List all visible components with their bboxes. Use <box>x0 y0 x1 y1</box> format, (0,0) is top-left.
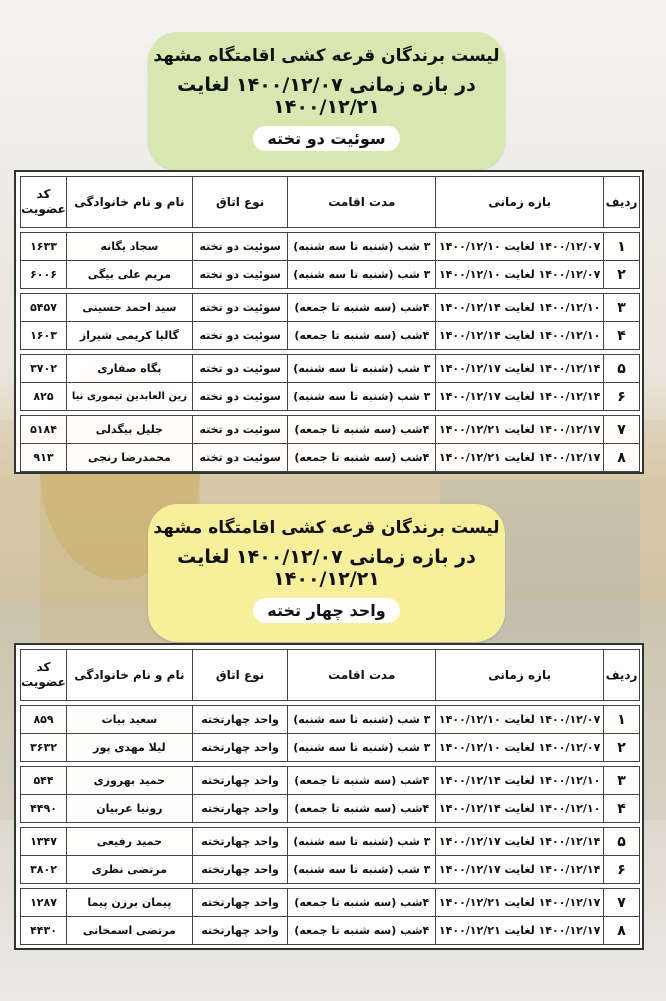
cell-range: ۱۴۰۰/۱۲/۱۰ لغایت ۱۴۰۰/۱۲/۱۴ <box>436 767 604 795</box>
cell-index: ۱ <box>604 706 640 734</box>
cell-range: ۱۴۰۰/۱۲/۱۴ لغایت ۱۴۰۰/۱۲/۱۷ <box>436 828 604 856</box>
cell-index: ۳ <box>604 767 640 795</box>
cell-name: مرتضی اسمخانی <box>67 917 193 945</box>
cell-index: ۲ <box>604 261 640 289</box>
cell-range: ۱۴۰۰/۱۲/۱۴ لغایت ۱۴۰۰/۱۲/۱۷ <box>436 355 604 383</box>
cell-range: ۱۴۰۰/۱۲/۱۰ لغایت ۱۴۰۰/۱۲/۱۴ <box>436 322 604 350</box>
cell-index: ۶ <box>604 856 640 884</box>
cell-range: ۱۴۰۰/۱۲/۰۷ لغایت ۱۴۰۰/۱۲/۱۰ <box>436 706 604 734</box>
cell-code: ۵۴۵۷ <box>21 294 67 322</box>
cell-room: واحد چهارتخته <box>192 706 288 734</box>
header-room: نوع اتاق <box>192 650 288 701</box>
cell-stay: ۳ شب (شنبه تا سه شنبه) <box>288 233 436 261</box>
cell-index: ۷ <box>604 889 640 917</box>
cell-stay: ۴شب (سه شنبه تا جمعه) <box>288 322 436 350</box>
table-row <box>21 767 640 795</box>
cell-name: زین العابدین تیموری نیا <box>67 383 193 411</box>
header-name: نام و نام خانوادگی <box>67 650 193 701</box>
cell-stay: ۳ شب (شنبه تا سه شنبه) <box>288 856 436 884</box>
cell-name: حمید رفیعی <box>67 828 193 856</box>
cell-name: جلیل بیگدلی <box>67 416 193 444</box>
cell-stay: ۴شب (سه شنبه تا جمعه) <box>288 294 436 322</box>
cell-room: سوئیت دو تخته <box>192 355 288 383</box>
cell-code: ۵۴۴ <box>21 767 67 795</box>
cell-room: سوئیت دو تخته <box>192 261 288 289</box>
banner-unit-label: واحد چهار تخته <box>253 598 399 623</box>
cell-stay: ۴شب (سه شنبه تا جمعه) <box>288 767 436 795</box>
table-row <box>21 444 640 472</box>
table-row <box>21 261 640 289</box>
header-range: بازه زمانی <box>436 650 604 701</box>
cell-name: محمدرضا رنجی <box>67 444 193 472</box>
cell-name: لیلا مهدی پور <box>67 734 193 762</box>
cell-range: ۱۴۰۰/۱۲/۱۴ لغایت ۱۴۰۰/۱۲/۱۷ <box>436 856 604 884</box>
cell-stay: ۴شب (سه شنبه تا جمعه) <box>288 917 436 945</box>
banner-four-bed-unit <box>148 504 505 642</box>
table-row <box>21 706 640 734</box>
table-row <box>21 889 640 917</box>
cell-room: سوئیت دو تخته <box>192 294 288 322</box>
cell-index: ۸ <box>604 444 640 472</box>
cell-range: ۱۴۰۰/۱۲/۰۷ لغایت ۱۴۰۰/۱۲/۱۰ <box>436 233 604 261</box>
banner-date-range: در بازه زمانی ۱۴۰۰/۱۲/۰۷ لغایت ۱۴۰۰/۱۲/۲۱ <box>177 74 476 118</box>
cell-code: ۶۰۰۶ <box>21 261 67 289</box>
table-grid <box>20 649 640 945</box>
cell-name: گالیا کریمی شیراز <box>67 322 193 350</box>
cell-code: ۴۴۳۰ <box>21 917 67 945</box>
cell-range: ۱۴۰۰/۱۲/۱۷ لغایت ۱۴۰۰/۱۲/۲۱ <box>436 416 604 444</box>
cell-name: پیمان برزن پیما <box>67 889 193 917</box>
table-row <box>21 734 640 762</box>
cell-code: ۳۸۰۲ <box>21 856 67 884</box>
cell-stay: ۳ شب (شنبه تا سه شنبه) <box>288 734 436 762</box>
cell-code: ۴۴۹۰ <box>21 795 67 823</box>
cell-stay: ۳ شب (شنبه تا سه شنبه) <box>288 355 436 383</box>
cell-code: ۸۵۹ <box>21 706 67 734</box>
banner-unit-label: سوئیت دو تخته <box>253 126 399 151</box>
cell-stay: ۳ شب (شنبه تا سه شنبه) <box>288 383 436 411</box>
banner-date-range: در بازه زمانی ۱۴۰۰/۱۲/۰۷ لغایت ۱۴۰۰/۱۲/۲۱ <box>177 546 476 590</box>
header-index: ردیف <box>604 177 640 228</box>
cell-name: سید احمد حسینی <box>67 294 193 322</box>
cell-index: ۶ <box>604 383 640 411</box>
cell-room: سوئیت دو تخته <box>192 322 288 350</box>
cell-code: ۱۶۳۳ <box>21 233 67 261</box>
cell-index: ۵ <box>604 828 640 856</box>
header-room: نوع اتاق <box>192 177 288 228</box>
cell-room: سوئیت دو تخته <box>192 233 288 261</box>
table-header-row <box>21 650 640 701</box>
cell-room: واحد چهارتخته <box>192 917 288 945</box>
cell-range: ۱۴۰۰/۱۲/۱۰ لغایت ۱۴۰۰/۱۲/۱۴ <box>436 795 604 823</box>
cell-index: ۷ <box>604 416 640 444</box>
table-row <box>21 383 640 411</box>
header-stay: مدت اقامت <box>288 650 436 701</box>
table-grid <box>20 176 640 472</box>
banner-title: لیست برندگان قرعه کشی اقامتگاه مشهد <box>153 518 500 538</box>
cell-index: ۴ <box>604 795 640 823</box>
cell-stay: ۳ شب (شنبه تا سه شنبه) <box>288 706 436 734</box>
cell-index: ۲ <box>604 734 640 762</box>
table-header-row <box>21 177 640 228</box>
header-code: کد عضویت <box>21 177 67 228</box>
table-row <box>21 322 640 350</box>
table-row <box>21 795 640 823</box>
cell-range: ۱۴۰۰/۱۲/۱۷ لغایت ۱۴۰۰/۱۲/۲۱ <box>436 889 604 917</box>
cell-range: ۱۴۰۰/۱۲/۱۰ لغایت ۱۴۰۰/۱۲/۱۴ <box>436 294 604 322</box>
cell-name: حمید بهروزی <box>67 767 193 795</box>
table-row <box>21 917 640 945</box>
header-code: کد عضویت <box>21 650 67 701</box>
cell-code: ۱۳۴۷ <box>21 828 67 856</box>
cell-room: سوئیت دو تخته <box>192 444 288 472</box>
cell-stay: ۴شب (سه شنبه تا جمعه) <box>288 795 436 823</box>
cell-room: واحد چهارتخته <box>192 828 288 856</box>
header-name: نام و نام خانوادگی <box>67 177 193 228</box>
cell-index: ۱ <box>604 233 640 261</box>
cell-range: ۱۴۰۰/۱۲/۱۷ لغایت ۱۴۰۰/۱۲/۲۱ <box>436 444 604 472</box>
cell-code: ۱۲۸۷ <box>21 889 67 917</box>
banner-two-bed-suite <box>148 32 505 170</box>
cell-code: ۹۱۳ <box>21 444 67 472</box>
table-row <box>21 355 640 383</box>
cell-name: مریم علی بیگی <box>67 261 193 289</box>
cell-name: رونیا عربیان <box>67 795 193 823</box>
cell-name: سجاد یگانه <box>67 233 193 261</box>
cell-stay: ۴شب (سه شنبه تا جمعه) <box>288 444 436 472</box>
cell-room: واحد چهارتخته <box>192 734 288 762</box>
cell-index: ۵ <box>604 355 640 383</box>
cell-index: ۸ <box>604 917 640 945</box>
cell-stay: ۳ شب (شنبه تا سه شنبه) <box>288 261 436 289</box>
cell-index: ۳ <box>604 294 640 322</box>
winners-table-two-bed <box>14 170 644 474</box>
banner-title: لیست برندگان قرعه کشی اقامتگاه مشهد <box>153 46 500 66</box>
header-stay: مدت اقامت <box>288 177 436 228</box>
cell-name: پگاه صفاری <box>67 355 193 383</box>
table-row <box>21 233 640 261</box>
cell-code: ۸۲۵ <box>21 383 67 411</box>
winners-table-four-bed <box>14 643 644 950</box>
cell-room: واحد چهارتخته <box>192 856 288 884</box>
cell-range: ۱۴۰۰/۱۲/۰۷ لغایت ۱۴۰۰/۱۲/۱۰ <box>436 734 604 762</box>
cell-code: ۱۶۰۳ <box>21 322 67 350</box>
cell-index: ۴ <box>604 322 640 350</box>
table-row <box>21 294 640 322</box>
cell-stay: ۴شب (سه شنبه تا جمعه) <box>288 416 436 444</box>
cell-room: واحد چهارتخته <box>192 889 288 917</box>
table-row <box>21 856 640 884</box>
cell-stay: ۳ شب (شنبه تا سه شنبه) <box>288 828 436 856</box>
cell-code: ۵۱۸۴ <box>21 416 67 444</box>
cell-range: ۱۴۰۰/۱۲/۰۷ لغایت ۱۴۰۰/۱۲/۱۰ <box>436 261 604 289</box>
header-index: ردیف <box>604 650 640 701</box>
cell-room: واحد چهارتخته <box>192 795 288 823</box>
table-row <box>21 416 640 444</box>
header-range: بازه زمانی <box>436 177 604 228</box>
cell-range: ۱۴۰۰/۱۲/۱۴ لغایت ۱۴۰۰/۱۲/۱۷ <box>436 383 604 411</box>
cell-stay: ۴شب (سه شنبه تا جمعه) <box>288 889 436 917</box>
cell-room: واحد چهارتخته <box>192 767 288 795</box>
table-row <box>21 828 640 856</box>
cell-name: سعید بیات <box>67 706 193 734</box>
cell-room: سوئیت دو تخته <box>192 383 288 411</box>
cell-room: سوئیت دو تخته <box>192 416 288 444</box>
cell-code: ۳۷۰۲ <box>21 355 67 383</box>
cell-name: مرتضی نظری <box>67 856 193 884</box>
cell-range: ۱۴۰۰/۱۲/۱۷ لغایت ۱۴۰۰/۱۲/۲۱ <box>436 917 604 945</box>
cell-code: ۳۶۳۲ <box>21 734 67 762</box>
